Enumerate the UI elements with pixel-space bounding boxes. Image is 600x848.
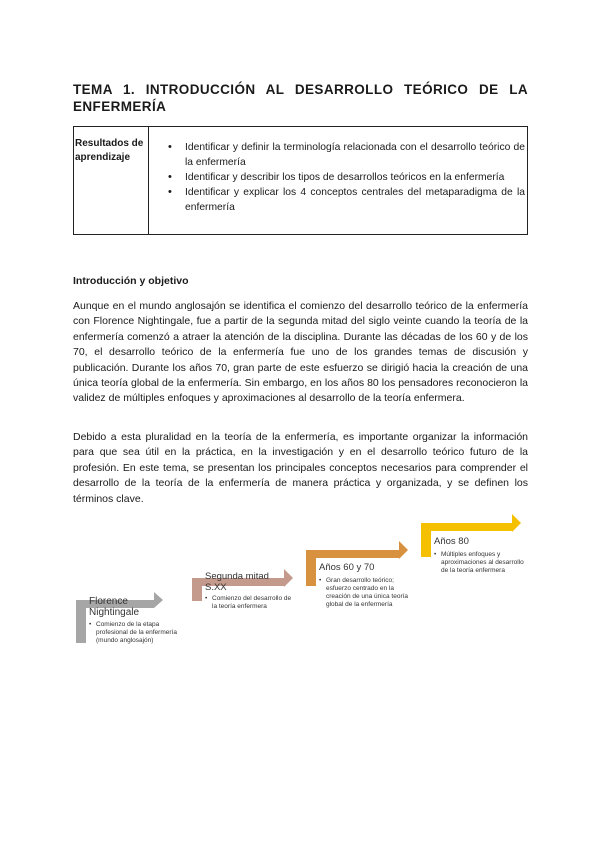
list-item: • Múltiples enfoques y aproximaciones al desarrollo de la teoría enfermera [434, 551, 529, 575]
timeline-step-2-title: Segunda mitad S.XX [205, 571, 269, 593]
list-item: • Identificar y definir la terminología relacionada con el desarrollo teórico de la enfermería [163, 140, 525, 170]
list-item: • Identificar y describir los tipos de desarrollos teóricos en la enfermería [163, 170, 525, 185]
title-line-1: TEMA 1. INTRODUCCIÓN AL DESARROLLO TEÓRICO DE LA [73, 82, 528, 97]
timeline-step-4-title: Años 80 [434, 536, 469, 547]
section-heading: Introducción y objetivo [73, 275, 189, 287]
timeline-step-3-list [319, 577, 414, 609]
timeline-step-3-title: Años 60 y 70 [319, 562, 375, 573]
timeline-step-2-list [205, 595, 295, 611]
timeline-step-1-title: Florence Nightingale [89, 596, 140, 618]
timeline-step-4-list [434, 551, 529, 575]
list-item: • Gran desarrollo teórico; esfuerzo centrado en la creación de una única teoría global de la enfermería [319, 577, 414, 609]
title-line-2: ENFERMERÍA [73, 99, 167, 114]
list-item: • Comienzo de la etapa profesional de la enfermería (mundo anglosajón) [89, 621, 184, 645]
intro-paragraph-1: Aunque en el mundo anglosajón se identifica el comienzo del desarrollo teórico de la enfermería con Florence Nightingale, fue a partir de la segunda mitad del siglo veinte cuando la teoría de la enfermería comenzó a atraer la atención de la disciplina. Durante las décadas de los 60 y de los 70, el desarrollo teórico de la enfermería fue uno de los grandes temas de discusión y publicación. Durante los años 70, gran parte de este esfuerzo se dirigió hacia la creación de una única teoría global de la enfermería. Sin embargo, en los años 80 los pensadores reconocieron la validez de múltiples enfoques y aproximaciones al desarrollo de la teoría enfermera. [73, 300, 528, 405]
intro-paragraph-2: Debido a esta pluralidad en la teoría de la enfermería, es importante organizar la información para que sea útil en la práctica, en la investigación y en el desarrollo teórico futuro de la profesión. En este tema, se presentan los principales conceptos necesarios para comprender el desarrollo de la teoría de la enfermería de manera práctica y organizada, y se definen los términos clave. [73, 431, 528, 505]
list-item: • Comienzo del desarrollo de la teoría enfermera [205, 595, 295, 611]
timeline-step-1-list [89, 621, 184, 645]
learning-outcomes-header: Resultados de aprendizaje [74, 127, 149, 234]
list-item: • Identificar y explicar los 4 conceptos centrales del metaparadigma de la enfermería [163, 185, 525, 215]
